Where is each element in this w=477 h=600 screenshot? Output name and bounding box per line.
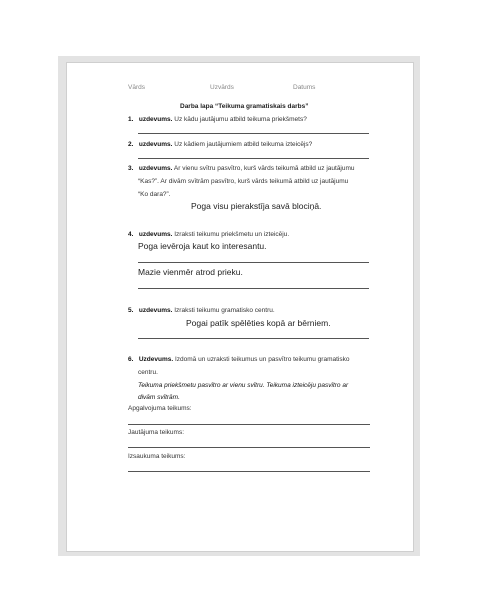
answer-line bbox=[138, 133, 369, 134]
task-6: 6. Uzdevums. Izdomā un uzraksti teikumus un pasvītro teikumu gramatisko bbox=[128, 356, 350, 363]
answer-line bbox=[138, 338, 369, 339]
statement-sentence-label: Apgalvojuma teikums: bbox=[128, 405, 192, 412]
surname-label: Uzvārds bbox=[210, 84, 234, 91]
answer-line bbox=[128, 471, 370, 472]
exclamation-sentence-label: Izsaukuma teikums: bbox=[128, 453, 186, 460]
worksheet-title: Darba lapa “Teikuma gramatiskais darbs” bbox=[180, 103, 309, 110]
name-label: Vārds bbox=[128, 84, 145, 91]
task-4-sentence-2: Mazie vienmēr atrod prieku. bbox=[138, 267, 243, 277]
task-5-sentence: Pogai patīk spēlēties kopā ar bērniem. bbox=[186, 318, 331, 328]
task-3-line-2: “Kas?”. Ar divām svītrām pasvītro, kurš vārds teikumā atbild uz jautājumu bbox=[138, 178, 349, 185]
task-6-instruction-1: Teikuma priekšmetu pasvītro ar vienu svītru. Teikuma izteicēju pasvītro ar bbox=[138, 382, 349, 389]
task-2: 2. uzdevums. Uz kādiem jautājumiem atbild teikuma izteicējs? bbox=[128, 141, 313, 148]
task-5: 5. uzdevums. Izraksti teikumu gramatisko centru. bbox=[128, 307, 275, 314]
task-3: 3. uzdevums. Ar vienu svītru pasvītro, kurš vārds teikumā atbild uz jautājumu bbox=[128, 165, 355, 172]
task-6-instruction-2: divām svītrām. bbox=[138, 394, 180, 401]
answer-line bbox=[138, 262, 369, 263]
question-sentence-label: Jautājuma teikums: bbox=[128, 429, 184, 436]
task-4-sentence-1: Poga ievēroja kaut ko interesantu. bbox=[138, 241, 267, 251]
task-4: 4. uzdevums. Izraksti teikumu priekšmetu un izteicēju. bbox=[128, 231, 290, 238]
task-3-sentence: Poga visu pierakstīja savā blociņā. bbox=[191, 201, 322, 211]
task-1: 1. uzdevums. Uz kādu jautājumu atbild teikuma priekšmets? bbox=[128, 116, 307, 123]
answer-line bbox=[128, 447, 370, 448]
task-6-line-2: centru. bbox=[138, 369, 158, 376]
answer-line bbox=[128, 424, 370, 425]
date-label: Datums bbox=[293, 84, 316, 91]
answer-line bbox=[138, 158, 369, 159]
answer-line bbox=[138, 288, 369, 289]
task-3-line-3: “Ko dara?”. bbox=[138, 191, 171, 198]
